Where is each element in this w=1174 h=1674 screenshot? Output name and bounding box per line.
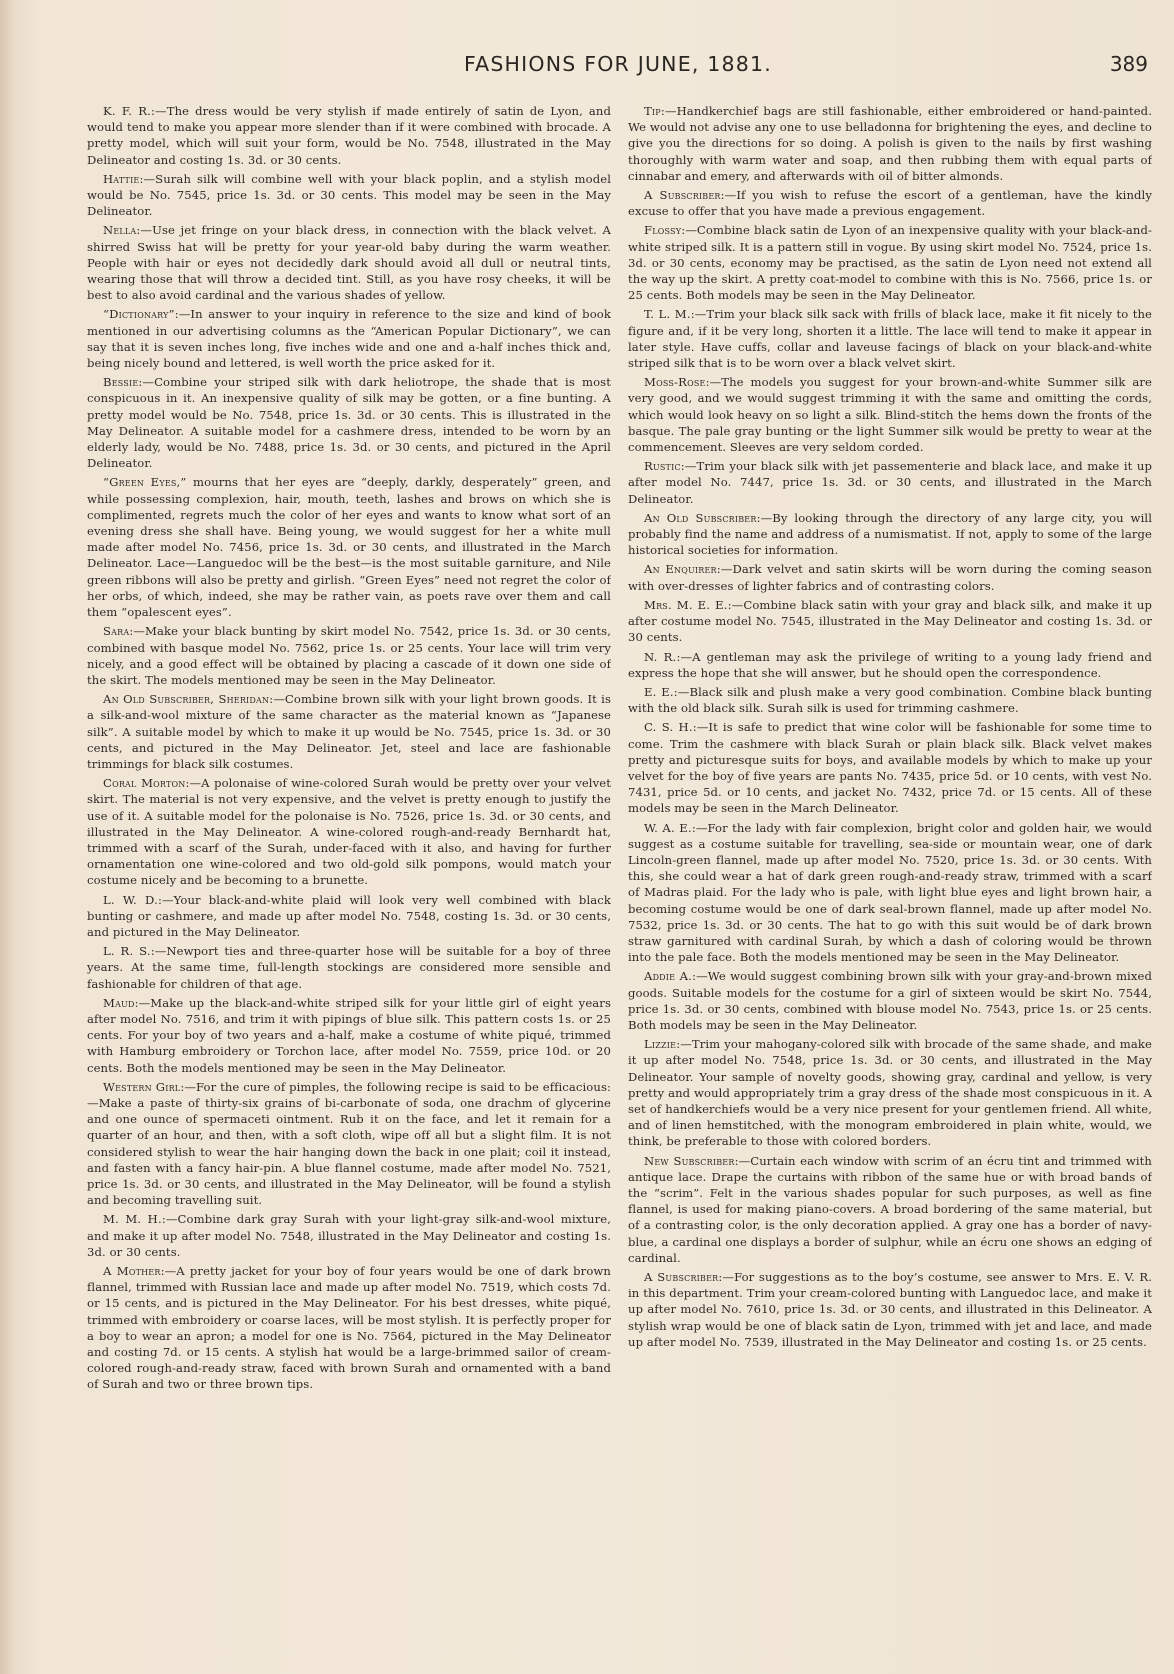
page-header [88,52,1148,86]
correspondent-name: E. E. [644,684,674,699]
answer-entry [87,995,611,1076]
answer-entry [87,943,611,992]
correspondent-name: A Subscriber [644,188,721,203]
answer-entry [87,474,611,620]
answer-text: :—Trim your black silk sack with frills of black lace, make it fit nicely to the figure and, if it be very long, shorten it a little. The lace will tend to make it appear in later style. Have cuffs, collar and laveuse facings of black on your black-and-white striped silk that is to be worn over a black velvet skirt. [628,307,1152,371]
answer-entry [87,374,611,471]
answer-text: :—By looking through the directory of any large city, you will probably find the name and address of a numismatist. If not, apply to some of the large historical societies for information. [628,510,1152,558]
answer-text: :—Newport ties and three-quarter hose will be suitable for a boy of three years. At the same time, full-length stockings are considered more sensible and fashionable for children of that age. [87,944,611,991]
answer-entry [87,171,611,220]
answer-entry [87,775,611,888]
correspondent-name: “Dictionary” [103,307,175,322]
correspondent-name: Bessie [103,375,139,390]
answer-text: :—Surah silk will combine well with your black poplin, and a stylish model would be No. 7545, price 1s. 3d. or 30 cents. This model may be seen in the May Delineator. [87,171,611,219]
page-edge-shadow [0,0,14,1674]
correspondent-name: Tip [644,104,661,118]
answer-text: :—For the cure of pimples, the following recipe is said to be efficacious:—Make a paste of thirty-six grains of bi-carbonate of soda, one drachm of glycerine and one ounce of spermaceti ointment. Rub it on the face, and let it remain for a quarter of an hour, and then, with a soft cloth, wipe off all but a slight film. It is not considered stylish to wear the hair hanging down the back in one plait; coil it instead, and fasten with a fancy hair-pin. A blue flannel costume, made after model No. 7521, price 1s. 3d. or 30 cents, and illustrated in the May Delineator, will be found a stylish and becoming travelling suit. [87,1079,611,1208]
correspondent-name: T. L. M. [644,307,691,322]
answer-text: :—Make your black bunting by skirt model No. 7542, price 1s. 3d. or 30 cents, combined with basque model No. 7562, price 1s. or 25 cents. Your lace will trim very nicely, and a good effect will be obtained by placing a cascade of it down one side of the skirt. The models mentioned may be seen in the May Delineator. [87,624,611,687]
correspondent-name: “Green Eyes,” [103,475,187,490]
correspondent-name: Mrs. M. E. E. [644,597,728,612]
right-column [628,103,1152,1633]
correspondent-name: N. R. [644,649,677,664]
answer-entry [628,306,1152,371]
correspondent-name: Maud [103,995,135,1010]
answer-text: :—Combine black satin de Lyon of an inexpensive quality with your black-and-white striped silk. It is a pattern still in vogue. By using skirt model No. 7524, price 1s. 3d. or 30 cents, economy may be practised, as the satin de Lyon need not extend all the way up the skirt. A pretty coat-model to combine with this is No. 7566, price 1s. or 25 cents. Both models may be seen in the May Delineator. [628,223,1152,303]
answer-entry [87,691,611,772]
answer-entry [628,820,1152,966]
answer-entry [628,1153,1152,1266]
answer-text: :—Make up the black-and-white striped silk for your little girl of eight years after model No. 7516, and trim it with pipings of blue silk. This pattern costs 1s. or 25 cents. For your boy of two years and a-half, make a costume of white piqué, trimmed with Hamburg embroidery or Torchon lace, after model No. 7559, price 10d. or 20 cents. Both the models mentioned may be seen in the May Delineator. [87,995,611,1075]
correspondent-name: C. S. H. [644,720,693,735]
answer-entry [628,222,1152,303]
answer-entry [628,597,1152,646]
answer-text: :—A polonaise of wine-colored Surah would be pretty over your velvet skirt. The material is not very expensive, and the velvet is pretty enough to justify the use of it. A suitable model for the polonaise is No. 7526, price 1s. 3d. or 30 cents, and illustrated in the May Delineator. A wine-colored rough-and-ready Bernhardt hat, trimmed with a scarf of the Surah, under-faced with it also, and having for further ornamentation one wine-colored and two old-gold silk pompons, would match your costume nicely and be becoming to a brunette. [87,776,611,888]
correspondent-name: M. M. H. [103,1212,162,1227]
answer-entry [628,561,1152,593]
answer-text: :—A pretty jacket for your boy of four years would be one of dark brown flannel, trimmed with Russian lace and made up after model No. 7519, which costs 7d. or 15 cents, and is pictured in the May Delineator. For his best dresses, white piqué, trimmed with embroidery or coarse laces, will be most stylish. It is perfectly proper for a boy to wear an apron; a model for one is No. 7564, pictured in the May Delineator and costing 7d. or 15 cents. A stylish hat would be a large-brimmed sailor of cream-colored rough-and-ready straw, faced with brown Surah and ornamented with a band of Surah and two or three brown tips. [87,1264,611,1392]
correspondent-name: Addie A. [644,969,693,984]
correspondent-name: Sara [103,624,130,639]
answer-text: :—Black silk and plush make a very good combination. Combine black bunting with the old black silk. Surah silk is used for trimming cashmere. [628,684,1152,716]
answer-entry [87,1211,611,1260]
answer-entry [87,306,611,371]
answer-entry [628,187,1152,219]
correspondent-name: Lizzie [644,1037,677,1052]
answer-entry [87,103,611,168]
correspondent-name: An Enquirer [644,562,717,577]
answer-entry [628,103,1152,184]
answer-text: :—We would suggest combining brown silk with your gray-and-brown mixed goods. Suitable models for the costume for a girl of sixteen would be skirt No. 7544, price 1s. 3d. or 30 cents, combined with blouse model No. 7543, price 1s. or 25 cents. Both models may be seen in the May Delineator. [628,969,1152,1032]
answer-entry [628,1036,1152,1149]
answer-entry [628,968,1152,1033]
correspondent-name: Nella [103,223,137,238]
correspondent-name: Western Girl [103,1079,181,1094]
correspondent-name: Rustic [644,459,681,474]
left-column [87,103,611,1633]
answer-text: :—Trim your mahogany-colored silk with brocade of the same shade, and make it up after model No. 7548, price 1s. 3d. or 30 cents, and illustrated in the May Delineator. Your sample of novelty goods, showing gray, cardinal and yellow, is very pretty and would appropriately trim a gray dress of the shade most conspicuous in it. A set of handkerchiefs would be a very nice present for your gentlemen friend. All white, and of linen hemstitched, with the monogram embroidered in plain white, would, we think, be preferable to those with colored borders. [628,1037,1152,1149]
answer-text: :—In answer to your inquiry in reference to the size and kind of book mentioned in our advertising columns as the “American Popular Dictionary”, we can say that it is seven inches long, five inches wide and one and a-half inches thick and, being nicely bound and lettered, is well worth the price asked for it. [87,307,611,371]
answer-text: :—For the lady with fair complexion, bright color and golden hair, we would suggest as a costume suitable for travelling, sea-side or mountain wear, one of dark Lincoln-green flannel, made up after model No. 7520, price 1s. 3d. or 30 cents. With this, she could wear a hat of dark green rough-and-ready straw, trimmed with a scarf of Madras plaid. For the lady who is pale, with light blue eyes and light brown hair, a becoming costume would be one of dark seal-brown flannel, made up after model No. 7532, price 1s. 3d. or 30 cents. The hat to go with this suit would be of dark brown straw garnitured with cardinal Surah, by which a dash of coloring would be thrown into the pale face. Both the models mentioned may be seen in the May Delineator. [628,820,1152,965]
answer-entry [628,458,1152,507]
correspondent-name: K. F. R. [103,104,152,118]
answer-text: :—Use jet fringe on your black dress, in connection with the black velvet. A shirred Swiss hat will be pretty for your year-old baby during the warm weather. People with hair or eyes not decidedly dark should avoid all dull or neutral tints, wearing those that will throw a decided tint. Still, as you have rosy cheeks, it will be best to also avoid cardinal and the various shades of yellow. [87,223,611,303]
answer-entry [628,1269,1152,1350]
answer-text: :—It is safe to predict that wine color will be fashionable for some time to come. Trim the cashmere with black Surah or plain black silk. Black velvet makes pretty and picturesque suits for boys, and available models by which to make up your velvet for the boy of five years are pants No. 7435, price 5d. or 10 cents, with vest No. 7431, price 5d. or 10 cents, and jacket No. 7432, price 7d. or 15 cents. All of these models may be seen in the March Delineator. [628,720,1152,816]
answer-text: :—For suggestions as to the boy’s costume, see answer to Mrs. E. V. R. in this department. Trim your cream-colored bunting with Languedoc lace, and make it up after model No. 7610, price 1s. 3d. or 30 cents, and illustrated in this Delineator. A stylish wrap would be one of black satin de Lyon, trimmed with jet and lace, and made up after model No. 7539, illustrated in the May Delineator and costing 1s. or 25 cents. [628,1270,1152,1349]
correspondent-name: Coral Morton [103,776,186,791]
correspondent-name: A Subscriber [644,1270,719,1285]
answer-entry [87,1263,611,1393]
answer-entry [87,222,611,303]
answer-entry [87,623,611,688]
answer-text: :—Combine brown silk with your light brown goods. It is a silk-and-wool mixture of the same character as the material known as “Japanese silk”. A suitable model by which to make it up would be No. 7545, price 1s. 3d. or 30 cents, and pictured in the May Delineator. Jet, steel and lace are fashionable trimmings for black silk costumes. [87,692,611,771]
correspondent-name: An Old Subscriber, Sheridan [103,692,270,707]
answer-entry [628,719,1152,816]
answer-entry [87,892,611,941]
answer-entry [628,684,1152,716]
answer-text: mourns that her eyes are “deeply, darkly, desperately” green, and while possessing complexion, hair, mouth, teeth, lashes and brows on which she is complimented, regrets much the color of her eyes and wants to know what sort of an evening dress she shall have. Being young, we would suggest for her a white mull made after model No. 7456, price 1s. 3d. or 30 cents, and illustrated in the March Delineator. Lace—Languedoc will be the best—is the most suitable garniture, and Nile green ribbons will also be pretty and girlish. “Green Eyes” need not regret the color of her orbs, of which, indeed, she may be rather vain, as poets rave over them and call them “opalescent eyes”. [87,475,611,620]
answer-text: :—Combine dark gray Surah with your light-gray silk-and-wool mixture, and make it up after model No. 7548, illustrated in the May Delineator and costing 1s. 3d. or 30 cents. [87,1212,611,1259]
answer-text: :—Combine black satin with your gray and black silk, and make it up after costume model No. 7545, illustrated in the May Delineator and costing 1s. 3d. or 30 cents. [628,597,1152,645]
correspondent-name: New Subscriber [644,1153,735,1168]
answer-text: :—Your black-and-white plaid will look very well combined with black bunting or cashmere, and made up after model No. 7548, costing 1s. 3d. or 30 cents, and pictured in the May Delineator. [87,892,611,939]
correspondent-name: Moss-Rose [644,375,706,390]
answer-text: :—The models you suggest for your brown-and-white Summer silk are very good, and we would suggest trimming it with the same and omitting the cords, which would look heavy on so light a silk. Blind-stitch the hems down the fronts of the basque. The pale gray bunting or the light Summer silk would be pretty to wear at the commencement. Sleeves are very seldom corded. [628,375,1152,455]
correspondent-name: Hattie [103,171,140,186]
page-number: 389 [1109,52,1148,76]
answer-text: :—Combine your striped silk with dark heliotrope, the shade that is most conspicuous in it. An inexpensive quality of silk may be gotten, or a fine bunting. A pretty model would be No. 7548, price 1s. 3d. or 30 cents. This is illustrated in the May Delineator. A suitable model for a cashmere dress, intended to be worn by an elderly lady, would be No. 7488, price 1s. 3d. or 30 cents, and pictured in the April Delineator. [87,375,611,471]
answer-text: :—Curtain each window with scrim of an écru tint and trimmed with antique lace. Drape the curtains with ribbon of the same hue or with broad bands of the “scrim”. Felt in the various shades popular for such purposes, as well as fine flannel, is used for making piano-covers. A broad bordering of the same material, but of a contrasting color, is the only decoration applied. A gray one has a border of navy-blue, a cardinal one displays a border of sulphur, while an écru one shows an edging of cardinal. [628,1153,1152,1265]
correspondent-name: L. W. D. [103,892,158,907]
answer-text: :—The dress would be very stylish if made entirely of satin de Lyon, and would tend to make you appear more slender than if it were combined with brocade. A pretty model, which will suit your form, would be No. 7548, illustrated in the May Delineator and costing 1s. 3d. or 30 cents. [87,104,611,167]
correspondent-name: L. R. S. [103,944,151,959]
answer-text: :—Trim your black silk with jet passementerie and black lace, and make it up after model No. 7447, price 1s. 3d. or 30 cents, and illustrated in the March Delineator. [628,459,1152,506]
answer-text: :—Handkerchief bags are still fashionable, either embroidered or hand-painted. We would not advise any one to use belladonna for brightening the eyes, and decline to give you the directions for so doing. A polish is given to the nails by first washing thoroughly with warm water and soap, and then rubbing them with equal parts of cinnabar and emery, and afterwards with oil of bitter almonds. [628,104,1152,183]
answer-entry [628,649,1152,681]
correspondent-name: A Mother [103,1264,161,1279]
answer-entry [628,374,1152,455]
page-title: FASHIONS FOR JUNE, 1881. [464,52,772,76]
answer-text: :—Dark velvet and satin skirts will be worn during the coming season with over-dresses of lighter fabrics and of contrasting colors. [628,562,1152,593]
answer-text: :—If you wish to refuse the escort of a gentleman, have the kindly excuse to offer that you have made a previous engagement. [628,188,1152,219]
answer-text: :—A gentleman may ask the privilege of writing to a young lady friend and express the hope that she will answer, but he should open the correspondence. [628,649,1152,680]
answer-entry [628,510,1152,559]
correspondent-name: Flossy [644,223,682,238]
answer-entry [87,1079,611,1209]
correspondent-name: An Old Subscriber [644,510,757,525]
correspondent-name: W. A. E. [644,820,692,835]
